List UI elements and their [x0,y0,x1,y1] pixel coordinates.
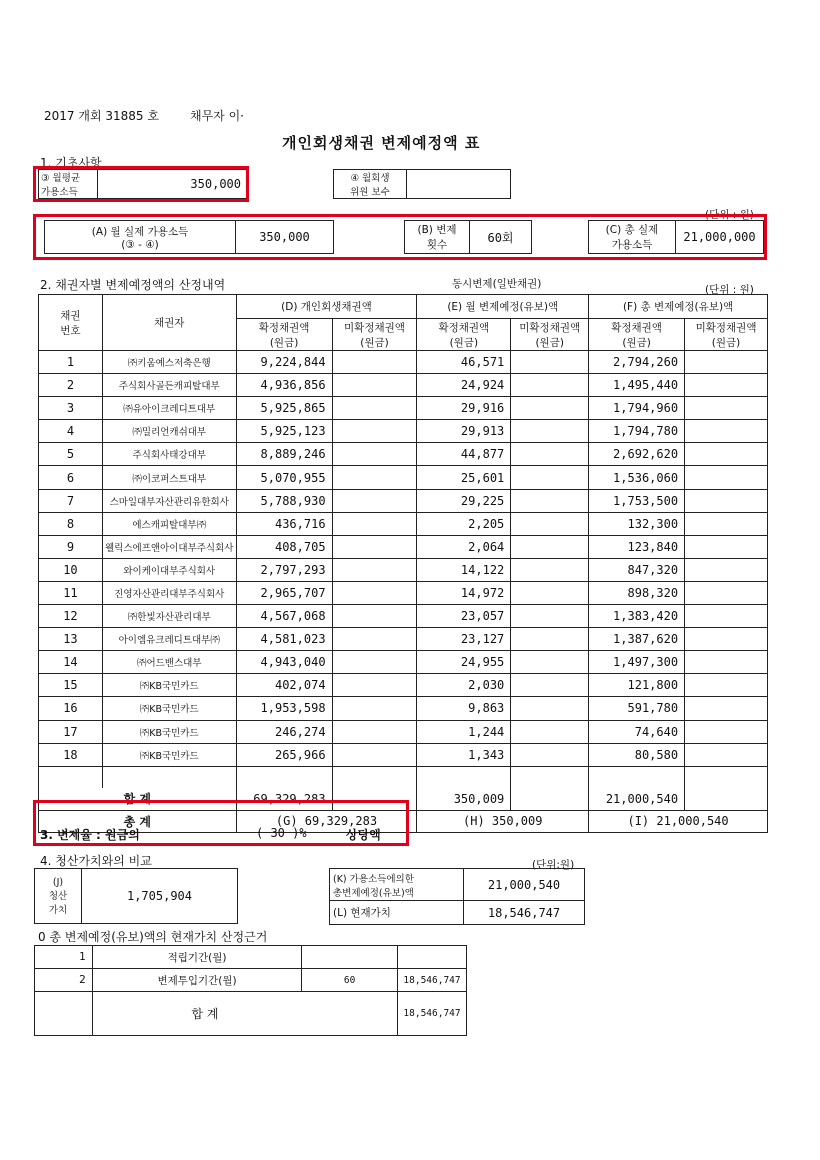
row-no: 16 [39,697,103,720]
row-creditor: ㈜KB국민카드 [102,720,236,743]
creditor-table [38,294,768,833]
subheader-unconfirmed [685,319,768,351]
a-value: 350,000 [236,221,334,254]
row-d-unconfirmed [332,720,417,743]
row-e-confirmed: 2,205 [417,512,511,535]
row-e-unconfirmed [511,374,589,397]
row-e-unconfirmed [511,605,589,628]
subheader-confirmed-line2: (원금) [622,336,651,349]
row-d-confirmed: 5,788,930 [236,489,332,512]
pv-row-no: 2 [35,969,93,992]
row-e-confirmed: 24,955 [417,651,511,674]
highlight-total-rate [33,800,409,846]
header-d: (D) 개인회생채권액 [236,295,417,319]
table-row [39,558,768,581]
row-d-unconfirmed [332,628,417,651]
row-d-confirmed: 4,936,856 [236,374,332,397]
row-e-confirmed: 24,924 [417,374,511,397]
unit-label-1: (단위 : 원) [705,209,754,221]
row-no: 15 [39,674,103,697]
pv-row-months [302,946,398,969]
row-d-confirmed: 4,581,023 [236,628,332,651]
row-e-confirmed: 29,225 [417,489,511,512]
header-no-line1: 채권 [60,309,81,322]
subheader-confirmed-line2: (원금) [449,336,479,349]
row-e-unconfirmed [511,535,589,558]
row-no: 5 [39,443,103,466]
row-f-confirmed: 898,320 [589,581,685,604]
row-d-unconfirmed [332,558,417,581]
row-d-confirmed: 408,705 [236,535,332,558]
income-label-2: 가용소득 [41,187,78,198]
row-d-confirmed: 4,567,068 [236,605,332,628]
section4-heading: 4. 청산가치와의 비교 [40,854,152,868]
row-f-confirmed: 1,753,500 [589,489,685,512]
row-e-unconfirmed [511,420,589,443]
present-value-table [34,945,467,1036]
j-value: 1,705,904 [82,869,238,924]
subheader-unconfirmed-line2: (원금) [535,336,564,349]
subheader-unconfirmed [511,319,589,351]
trustee-label-2: 위원 보수 [350,187,390,198]
sum-e: 350,009 [417,788,511,810]
row-f-unconfirmed [685,581,768,604]
b-value: 60회 [470,221,532,254]
header-no [39,295,103,351]
row-f-unconfirmed [685,558,768,581]
case-number: 2017 개회 31885 호 [44,109,159,123]
table-row [39,651,768,674]
total-g: (G) 69,329,283 [236,810,417,832]
a-label-1: (A) 월 실제 가용소득 [91,225,189,238]
row-d-confirmed: 5,925,123 [236,420,332,443]
pv-sum-label: 합 계 [92,992,397,1036]
row-d-confirmed: 4,943,040 [236,651,332,674]
total-i: (I) 21,000,540 [589,810,768,832]
b-label-2: 횟수 [426,239,448,251]
row-creditor: 와이케이대부주식회사 [102,558,236,581]
j-label-2: 청산 [48,890,68,902]
pv-row-no: 1 [35,946,93,969]
row-d-unconfirmed [332,466,417,489]
row-e-confirmed: 1,244 [417,720,511,743]
row-f-confirmed: 121,800 [589,674,685,697]
pv-row-value: 18,546,747 [398,969,467,992]
sum-d: 69,329,283 [236,788,332,810]
row-d-confirmed: 9,224,844 [236,351,332,374]
trustee-label-1: ④ 월회생 [350,173,390,184]
subheader-unconfirmed-line1: 미확정채권액 [519,321,581,334]
row-no: 11 [39,581,103,604]
row-d-unconfirmed [332,651,417,674]
row-e-unconfirmed [511,397,589,420]
pv-row-label: 적립기간(월) [92,946,301,969]
subheader-unconfirmed-line2: (원금) [711,336,741,349]
row-no: 3 [39,397,103,420]
k-value: 21,000,540 [464,869,585,901]
table-row [39,720,768,743]
pv-row [35,969,467,992]
row-d-unconfirmed [332,535,417,558]
unit-label-3: (단위:원) [532,859,575,871]
row-d-confirmed: 2,797,293 [236,558,332,581]
row-e-confirmed: 2,064 [417,535,511,558]
debtor-name: 채무자 이· [190,109,244,123]
row-no: 17 [39,720,103,743]
row-d-unconfirmed [332,397,417,420]
row-d-confirmed: 2,965,707 [236,581,332,604]
row-f-confirmed: 591,780 [589,697,685,720]
section3-rate: ( 30 )% [256,826,307,840]
row-f-unconfirmed [685,466,768,489]
trustee-value [407,170,511,199]
j-label-3: 가치 [48,904,68,916]
row-e-unconfirmed [511,581,589,604]
row-f-unconfirmed [685,489,768,512]
subheader-unconfirmed-line1: 미확정채권액 [695,321,757,334]
table-row [39,674,768,697]
row-creditor: ㈜한빛자산관리대부 [102,605,236,628]
row-creditor: 스마일대부자산관리유한회사 [102,489,236,512]
row-f-confirmed: 132,300 [589,512,685,535]
row-no: 13 [39,628,103,651]
row-f-confirmed: 1,794,960 [589,397,685,420]
row-f-confirmed: 847,320 [589,558,685,581]
pv-sum-value: 18,546,747 [398,992,467,1036]
row-e-confirmed: 46,571 [417,351,511,374]
row-f-unconfirmed [685,351,768,374]
row-e-confirmed: 44,877 [417,443,511,466]
highlight-income [33,166,249,202]
table-row [39,443,768,466]
row-no: 18 [39,743,103,766]
sum-f: 21,000,540 [589,788,685,810]
row-f-unconfirmed [685,443,768,466]
subheader-confirmed [589,319,685,351]
row-creditor: ㈜KB국민카드 [102,697,236,720]
row-f-confirmed: 74,640 [589,720,685,743]
trustee-table [333,169,511,199]
row-creditor: ㈜밀리언캐쉬대부 [102,420,236,443]
row-creditor: 주식회사태강대부 [102,443,236,466]
row-d-unconfirmed [332,674,417,697]
row-f-confirmed: 2,692,620 [589,443,685,466]
row-e-unconfirmed [511,489,589,512]
row-f-unconfirmed [685,420,768,443]
row-creditor: 웰릭스에프앤아이대부주식회사 [102,535,236,558]
c-label-1: (C) 총 실제 [605,224,659,236]
table-row [39,743,768,766]
k-label-1: (K) 가용소득에의한 [333,873,414,885]
row-f-unconfirmed [685,628,768,651]
row-d-unconfirmed [332,605,417,628]
liquidation-table [34,868,238,924]
table-row [39,628,768,651]
row-d-confirmed: 1,953,598 [236,697,332,720]
row-f-unconfirmed [685,605,768,628]
section2-heading: 2. 채권자별 변제예정액의 산정내역 [40,278,226,292]
row-no: 14 [39,651,103,674]
row-d-confirmed: 436,716 [236,512,332,535]
j-label-1: (J) [52,876,64,888]
total-h: (H) 350,009 [417,810,589,832]
section3-label: 3. 변제율 : 원금의 [40,828,140,842]
row-f-confirmed: 2,794,260 [589,351,685,374]
subheader-confirmed-line1: 확정채권액 [611,321,662,334]
row-f-confirmed: 1,536,060 [589,466,685,489]
row-creditor: 아이엠유크레디트대부㈜ [102,628,236,651]
row-d-confirmed: 5,925,865 [236,397,332,420]
row-f-unconfirmed [685,535,768,558]
row-no: 4 [39,420,103,443]
c-label-2: 가용소득 [611,239,653,251]
row-f-unconfirmed [685,651,768,674]
row-f-unconfirmed [685,743,768,766]
row-e-unconfirmed [511,697,589,720]
sum-label: 합 계 [39,788,237,810]
row-d-unconfirmed [332,512,417,535]
row-e-unconfirmed [511,443,589,466]
row-f-unconfirmed [685,374,768,397]
income-label-1: ③ 월평균 [41,173,81,184]
subheader-unconfirmed [332,319,417,351]
page-title: 개인회생채권 변제예정액 표 [282,134,481,152]
row-no: 9 [39,535,103,558]
row-creditor: ㈜이코퍼스트대부 [102,466,236,489]
section3-suffix: 상당액 [346,828,381,842]
row-e-confirmed: 9,863 [417,697,511,720]
table-row [39,351,768,374]
row-no: 12 [39,605,103,628]
row-f-confirmed: 123,840 [589,535,685,558]
subheader-confirmed-line1: 확정채권액 [438,321,490,334]
row-f-confirmed: 1,794,780 [589,420,685,443]
row-d-confirmed: 265,966 [236,743,332,766]
row-e-confirmed: 23,127 [417,628,511,651]
row-d-unconfirmed [332,489,417,512]
row-f-confirmed: 80,580 [589,743,685,766]
subheader-confirmed [417,319,511,351]
row-e-confirmed: 29,913 [417,420,511,443]
row-no: 8 [39,512,103,535]
b-label-1: (B) 변제 [417,224,457,236]
row-f-unconfirmed [685,697,768,720]
row-f-unconfirmed [685,720,768,743]
table-row [39,489,768,512]
row-creditor: ㈜어드밴스대부 [102,651,236,674]
row-e-unconfirmed [511,720,589,743]
header-e: (E) 월 변제예정(유보)액 [417,295,589,319]
c-value: 21,000,000 [676,221,764,254]
row-e-unconfirmed [511,743,589,766]
section2-note: 동시변제(일반채권) [452,278,542,290]
row-e-confirmed: 14,972 [417,581,511,604]
row-creditor: ㈜유아이크레디트대부 [102,397,236,420]
pv-row-value [398,946,467,969]
row-e-unconfirmed [511,466,589,489]
table-row [39,581,768,604]
section5-heading: 0 총 변제예정(유보)액의 현재가치 산정근거 [38,930,268,944]
table-row [39,397,768,420]
row-creditor: 진영자산관리대부주식회사 [102,581,236,604]
pv-row [35,946,467,969]
row-no: 1 [39,351,103,374]
row-e-confirmed: 29,916 [417,397,511,420]
highlight-a-b-c [33,214,767,260]
subheader-confirmed-line2: (원금) [269,336,299,349]
unit-label-2: (단위 : 원) [705,284,754,296]
row-e-confirmed: 25,601 [417,466,511,489]
a-label-2: (③ - ④) [121,238,159,251]
row-e-unconfirmed [511,512,589,535]
row-no: 10 [39,558,103,581]
row-e-unconfirmed [511,628,589,651]
subheader-unconfirmed-line2: (원금) [360,336,389,349]
header-creditor: 채권자 [102,295,236,351]
row-d-confirmed: 246,274 [236,720,332,743]
row-creditor: 에스캐피탈대부㈜ [102,512,236,535]
header-f: (F) 총 변제예정(유보)액 [589,295,768,319]
header-no-line2: 번호 [60,324,81,337]
row-creditor: ㈜KB국민카드 [102,743,236,766]
row-no: 2 [39,374,103,397]
row-f-unconfirmed [685,674,768,697]
row-creditor: 주식회사골든캐피탈대부 [102,374,236,397]
pv-row-months: 60 [302,969,398,992]
l-value: 18,546,747 [464,901,585,925]
row-f-unconfirmed [685,512,768,535]
row-d-confirmed: 8,889,246 [236,443,332,466]
total-label: 총 계 [39,810,237,832]
row-creditor: ㈜KB국민카드 [102,674,236,697]
row-f-confirmed: 1,383,420 [589,605,685,628]
row-e-unconfirmed [511,558,589,581]
row-e-confirmed: 1,343 [417,743,511,766]
row-e-unconfirmed [511,674,589,697]
section1-heading: 1. 기초사항 [40,156,102,170]
row-f-unconfirmed [685,397,768,420]
row-f-confirmed: 1,495,440 [589,374,685,397]
row-e-confirmed: 23,057 [417,605,511,628]
row-no: 7 [39,489,103,512]
table-row [39,374,768,397]
table-row [39,466,768,489]
pv-row-label: 변제투입기간(월) [92,969,301,992]
row-d-unconfirmed [332,351,417,374]
table-row [39,512,768,535]
table-row [39,605,768,628]
income-value: 350,000 [98,170,248,199]
row-e-confirmed: 14,122 [417,558,511,581]
row-d-unconfirmed [332,743,417,766]
table-row [39,420,768,443]
subheader-confirmed [236,319,332,351]
table-row [39,535,768,558]
l-label: (L) 현재가치 [330,901,464,925]
row-d-confirmed: 5,070,955 [236,466,332,489]
row-creditor: ㈜키움예스저축은행 [102,351,236,374]
row-d-unconfirmed [332,443,417,466]
row-d-unconfirmed [332,420,417,443]
subheader-confirmed-line1: 확정채권액 [258,321,310,334]
subheader-unconfirmed-line1: 미확정채권액 [344,321,405,334]
row-d-unconfirmed [332,697,417,720]
table-row [39,697,768,720]
row-d-confirmed: 402,074 [236,674,332,697]
row-f-confirmed: 1,387,620 [589,628,685,651]
row-d-unconfirmed [332,374,417,397]
row-f-confirmed: 1,497,300 [589,651,685,674]
row-e-unconfirmed [511,651,589,674]
comparison-table [329,868,585,925]
row-e-unconfirmed [511,351,589,374]
row-e-confirmed: 2,030 [417,674,511,697]
k-label-2: 총변제예정(유보)액 [333,887,414,899]
row-d-unconfirmed [332,581,417,604]
row-no: 6 [39,466,103,489]
